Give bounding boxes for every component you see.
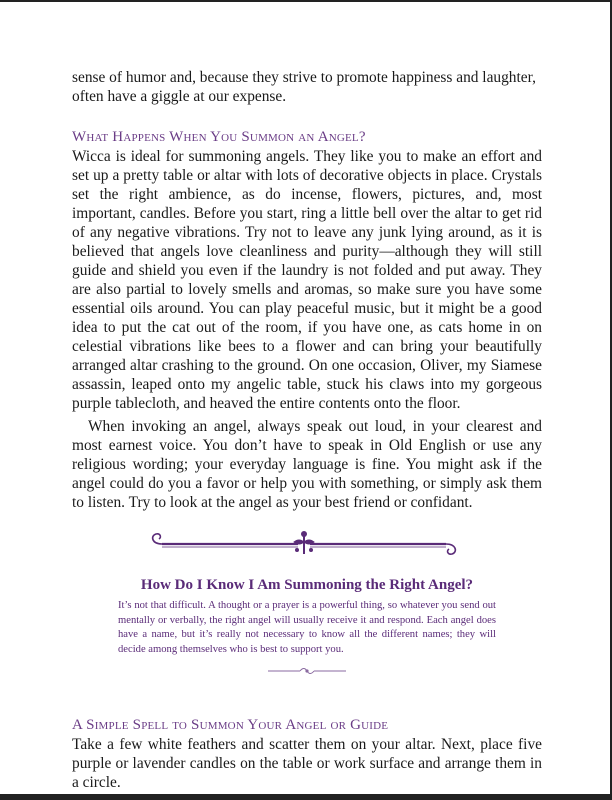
page-border-bottom — [0, 794, 612, 800]
paragraph-invoking: When invoking an angel, always speak out loud, in your clearest and most earnest voice. You don’t have to speak in Old English or use any religious wording; your everyday language is fine. You might ask if the angel could do you a favor or help you with something, or simply ask them to listen. Try to look at the angel as your best friend or confidant. — [72, 418, 542, 511]
paragraph-spell: Take a few white feathers and scatter them on your altar. Next, place five purple or lavender candles on the table or work surface and arrange them in a circle. — [72, 736, 542, 791]
ornament-divider-bottom — [268, 666, 346, 676]
section-heading-summon-angel: What Happens When You Summon an Angel? — [72, 129, 366, 145]
page-border-top — [0, 0, 612, 2]
section-heading-simple-spell: A Simple Spell to Summon Your Angel or Guide — [72, 717, 389, 733]
paragraph-wicca: Wicca is ideal for summoning angels. They like you to make an effort and set up a pretty table or altar with lots of decorative objects in place. Crystals set the right ambience, as do incense, flowers, pictures, and, most important, candles. Before you start, ring a little bell over the altar to get rid of any negative vibrations. Try not to leave any junk lying around, as it is believed that angels love cleanliness and purity—although they will still guide and shield you even if the laundry is not folded and put away. They are also partial to lovely smells and aromas, so make sure you have some essential oils around. You can play peaceful music, but it might be a good idea to put the cat out of the room, if you have one, as cats home in on celestial vibrations like bees to a flower and can bring your beautifully arranged altar crashing to the ground. On one occasion, Oliver, my Siamese assassin, leaped onto my angelic table, stuck his claws into my gorgeous purple tablecloth, and heaved the entire contents onto the floor. — [72, 148, 542, 412]
page-content — [72, 68, 542, 792]
paragraph-continued: sense of humor and, because they strive to promote happiness and laughter, often have a giggle at our expense. — [72, 69, 536, 105]
ornament-divider-top — [148, 528, 460, 556]
sidebar-box — [72, 528, 542, 678]
sidebar-body: It’s not that difficult. A thought or a prayer is a powerful thing, so whatever you send out mentally or verbally, the right angel will usually receive it and respond. Each angel does have a name, but it’s really not necessary to know all the different names; they will decide among themselves who is best to support you. — [118, 600, 496, 655]
sidebar-title: How Do I Know I Am Summoning the Right Angel? — [140, 577, 474, 593]
